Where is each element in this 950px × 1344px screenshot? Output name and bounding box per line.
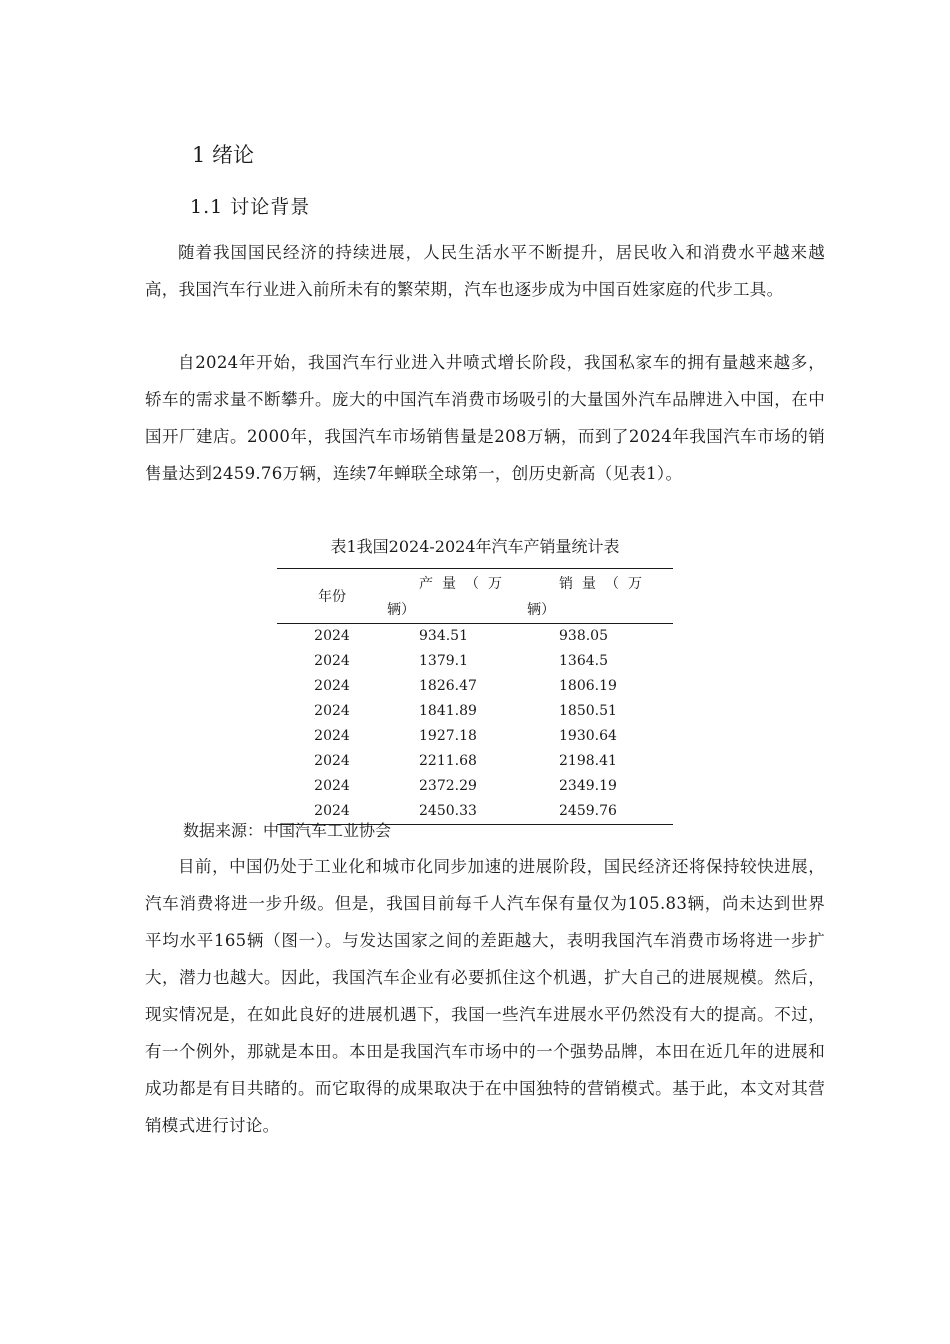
paragraph-background-2: 自2024年开始，我国汽车行业进入井喷式增长阶段，我国私家车的拥有量越来越多，轿车的需求量不断攀升。庞大的中国汽车消费市场吸引的大量国外汽车品牌进入中国，在中国开厂建店。2000年，我国汽车市场销售量是208万辆，而到了2024年我国汽车市场的销售量达到2459.76万辆，连续7年蝉联全球第一，创历史新高（见表1）。 <box>145 353 825 483</box>
table-row <box>277 674 673 699</box>
cell-production: 2450.33 <box>419 803 477 819</box>
cell-year: 2024 <box>314 678 350 694</box>
cell-sales: 1850.51 <box>559 703 617 719</box>
table-row <box>277 749 673 774</box>
header-production-line1: 产量（万 <box>419 576 511 592</box>
table-row <box>277 624 673 650</box>
cell-sales: 2459.76 <box>559 803 617 819</box>
cell-sales: 1364.5 <box>559 653 608 669</box>
header-production <box>387 569 527 624</box>
table-header-row <box>277 569 673 624</box>
cell-sales: 1930.64 <box>559 728 617 744</box>
cell-year: 2024 <box>314 778 350 794</box>
cell-year: 2024 <box>314 803 350 819</box>
table-row <box>277 724 673 749</box>
header-sales-line1: 销量（万 <box>559 576 651 592</box>
table-caption: 表1我国2024-2024年汽车产销量统计表 <box>330 537 620 556</box>
chapter-heading: 1 绪论 <box>192 143 255 167</box>
sales-statistics-table <box>277 568 673 825</box>
table-row <box>277 774 673 799</box>
cell-year: 2024 <box>314 628 350 644</box>
paragraph-background-1: 随着我国国民经济的持续进展，人民生活水平不断提升，居民收入和消费水平越来越高，我国汽车行业进入前所未有的繁荣期，汽车也逐步成为中国百姓家庭的代步工具。 <box>145 243 825 299</box>
header-sales <box>527 569 673 624</box>
table-row <box>277 649 673 674</box>
cell-production: 934.51 <box>419 628 468 644</box>
cell-year: 2024 <box>314 653 350 669</box>
cell-sales: 938.05 <box>559 628 608 644</box>
cell-year: 2024 <box>314 753 350 769</box>
cell-year: 2024 <box>314 703 350 719</box>
table-source-note: 数据来源：中国汽车工业协会 <box>183 821 392 840</box>
cell-production: 1379.1 <box>419 653 468 669</box>
cell-sales: 2349.19 <box>559 778 617 794</box>
cell-sales: 1806.19 <box>559 678 617 694</box>
cell-production: 1841.89 <box>419 703 477 719</box>
cell-year: 2024 <box>314 728 350 744</box>
table-row <box>277 699 673 724</box>
header-year: 年份 <box>318 589 346 605</box>
paragraph-current-situation: 目前，中国仍处于工业化和城市化同步加速的进展阶段，国民经济还将保持较快进展，汽车消费将进一步升级。但是，我国目前每千人汽车保有量仅为105.83辆，尚未达到世界平均水平165辆（图一）。与发达国家之间的差距越大，表明我国汽车消费市场将进一步扩大，潜力也越大。因此，我国汽车企业有必要抓住这个机遇，扩大自己的进展规模。然后，现实情况是，在如此良好的进展机遇下，我国一些汽车进展水平仍然没有大的提高。不过，有一个例外，那就是本田。本田是我国汽车市场中的一个强势品牌，本田在近几年的进展和成功都是有目共睹的。而它取得的成果取决于在中国独特的营销模式。基于此，本文对其营销模式进行讨论。 <box>145 857 825 1135</box>
header-production-line2: 辆） <box>387 602 415 618</box>
cell-production: 1826.47 <box>419 678 477 694</box>
cell-production: 2372.29 <box>419 778 477 794</box>
cell-sales: 2198.41 <box>559 753 617 769</box>
cell-production: 2211.68 <box>419 753 477 769</box>
header-sales-line2: 辆） <box>527 602 555 618</box>
section-heading: 1.1 讨论背景 <box>190 196 311 218</box>
cell-production: 1927.18 <box>419 728 477 744</box>
